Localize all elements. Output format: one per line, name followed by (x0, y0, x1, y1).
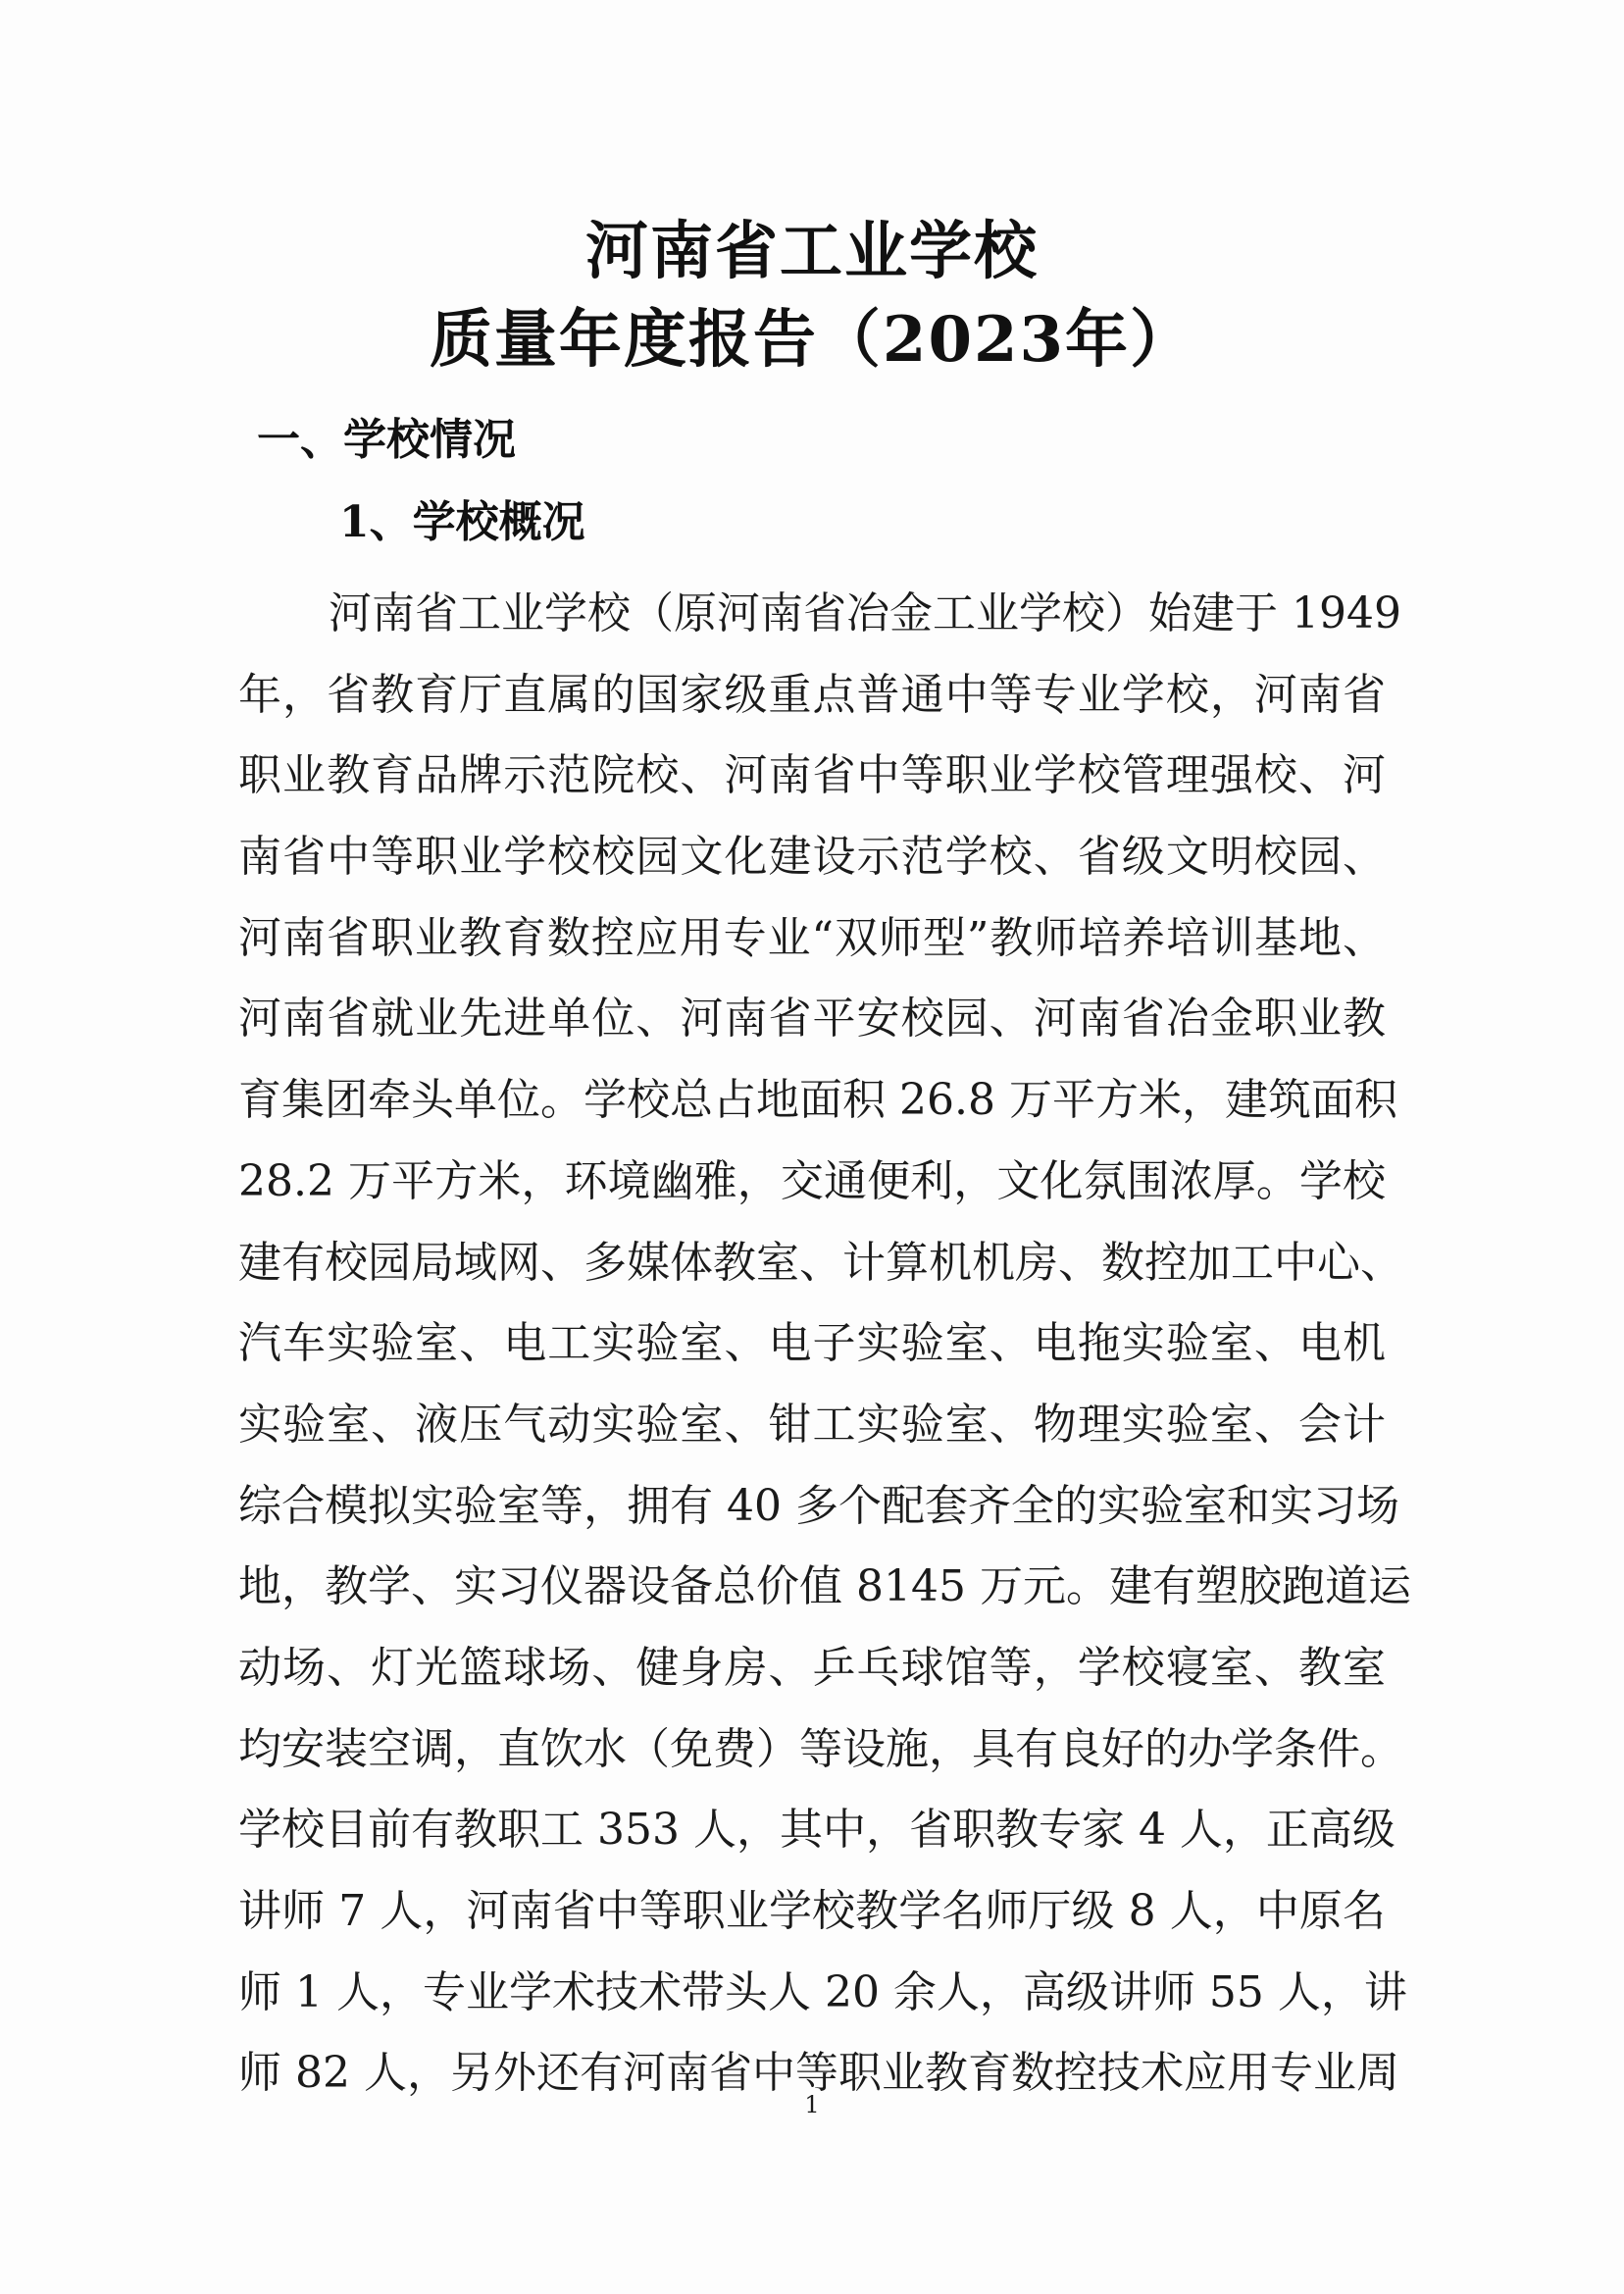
paragraph-line: 均安装空调，直饮水（免费）等设施，具有良好的办学条件。 (238, 1723, 1403, 1774)
document-title-line1: 河南省工业学校 (585, 215, 1039, 288)
paragraph-body (238, 574, 1411, 2115)
paragraph-line: 年，省教育厅直属的国家级重点普通中等专业学校，河南省 (238, 669, 1386, 720)
paragraph-line: 职业教育品牌示范院校、河南省中等职业学校管理强校、河 (238, 750, 1386, 801)
paragraph-line: 建有校园局域网、多媒体教室、计算机机房、数控加工中心、 (238, 1237, 1403, 1288)
paragraph-line: 河南省职业教育数控应用专业“双师型”教师培养培训基地、 (238, 912, 1386, 963)
page-number: 1 (804, 2091, 820, 2118)
paragraph-line: 育集团牵头单位。学校总占地面积 26.8 万平方米，建筑面积 (238, 1075, 1397, 1126)
paragraph-line: 28.2 万平方米，环境幽雅，交通便利，文化氛围浓厚。学校 (238, 1155, 1386, 1206)
paragraph-line: 师 1 人，专业学术技术带头人 20 余人，高级讲师 55 人，讲 (238, 1966, 1407, 2017)
paragraph-line: 河南省工业学校（原河南省冶金工业学校）始建于 1949 (329, 588, 1401, 638)
paragraph-line: 综合模拟实验室等，拥有 40 多个配套齐全的实验室和实习场 (238, 1480, 1399, 1531)
paragraph-line: 河南省就业先进单位、河南省平安校园、河南省冶金职业教 (238, 994, 1386, 1045)
paragraph-line: 动场、灯光篮球场、健身房、乒乓球馆等，学校寝室、教室 (238, 1642, 1386, 1693)
paragraph-line: 学校目前有教职工 353 人，其中，省职教专家 4 人，正高级 (238, 1805, 1396, 1856)
paragraph-line: 实验室、液压气动实验室、钳工实验室、物理实验室、会计 (238, 1399, 1386, 1450)
paragraph-line: 师 82 人，另外还有河南省中等职业教育数控技术应用专业周 (238, 2048, 1399, 2099)
subsection-heading: 1、学校概况 (339, 497, 585, 547)
paragraph-line: 讲师 7 人，河南省中等职业学校教学名师厅级 8 人，中原名 (238, 1886, 1386, 1936)
document-title-line2: 质量年度报告（2023年） (429, 303, 1195, 377)
paragraph-line: 南省中等职业学校校园文化建设示范学校、省级文明校园、 (238, 832, 1386, 883)
paragraph-line: 汽车实验室、电工实验室、电子实验室、电拖实验室、电机 (238, 1318, 1386, 1369)
section-heading: 一、学校情况 (257, 415, 516, 465)
paragraph-line: 地，教学、实习仪器设备总价值 8145 万元。建有塑胶跑道运 (238, 1561, 1411, 1612)
